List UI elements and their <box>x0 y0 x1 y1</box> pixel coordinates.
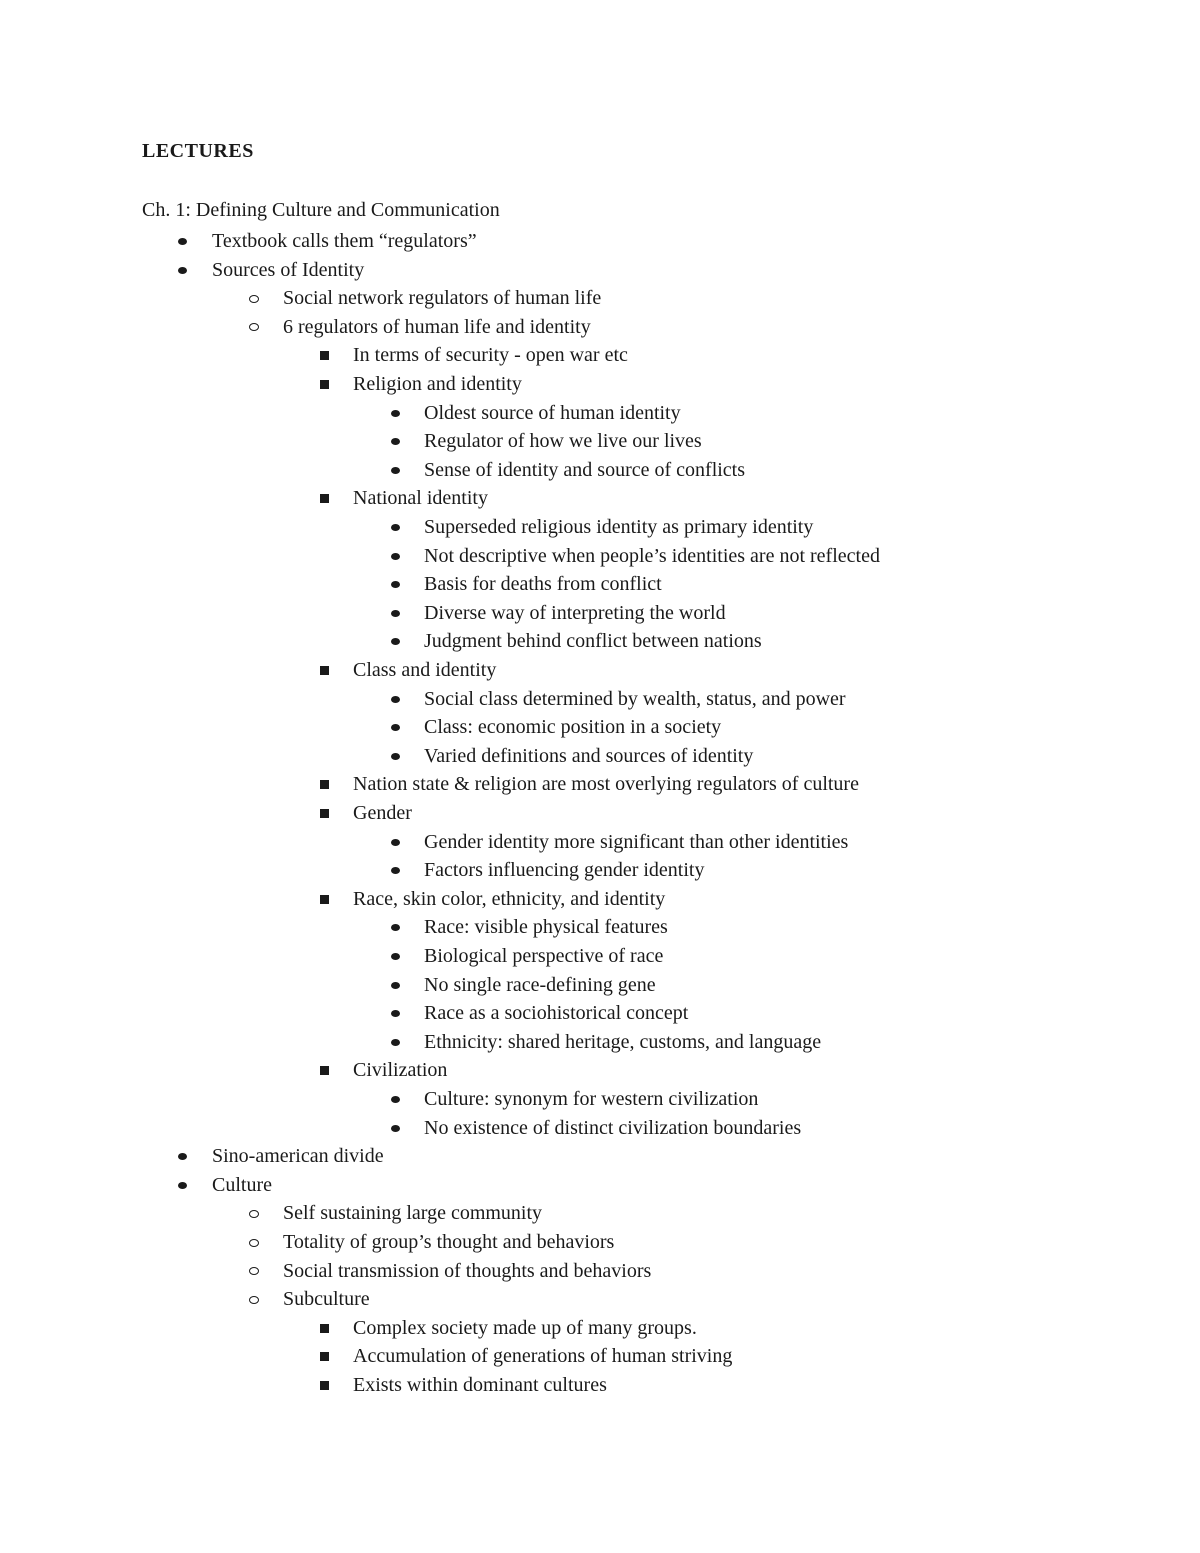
list-item-text: Class: economic position in a society <box>424 716 722 739</box>
list-item-text: In terms of security - open war etc <box>353 344 628 367</box>
disc-bullet-icon <box>391 524 400 531</box>
list-item-text: No existence of distinct civilization boundaries <box>424 1116 802 1139</box>
disc-bullet-icon <box>391 696 400 703</box>
list-item <box>0 856 1200 885</box>
disc-bullet-icon <box>391 1039 400 1046</box>
list-item-text: Sources of Identity <box>212 258 365 281</box>
disc-bullet-icon <box>391 1125 400 1132</box>
list-item <box>0 770 1200 799</box>
list-item-text: Religion and identity <box>353 373 522 395</box>
list-item-text: Civilization <box>353 1059 448 1082</box>
list-item-text: Superseded religious identity as primary identity <box>424 516 814 538</box>
disc-bullet-icon <box>391 753 400 760</box>
square-bullet-icon <box>320 1381 329 1390</box>
list-item <box>0 828 1200 857</box>
list-item-text: No single race-defining gene <box>424 973 656 996</box>
list-item-text: Nation state & religion are most overlying regulators of culture <box>353 773 859 796</box>
list-item-text: Culture <box>212 1173 272 1196</box>
list-item <box>0 885 1200 914</box>
square-bullet-icon <box>320 895 329 904</box>
list-item <box>0 456 1200 485</box>
square-bullet-icon <box>320 1066 329 1075</box>
list-item-text: Complex society made up of many groups. <box>353 1316 697 1339</box>
circle-bullet-icon <box>249 1296 259 1304</box>
list-item <box>0 627 1200 656</box>
list-item <box>0 713 1200 742</box>
list-item <box>0 1285 1200 1314</box>
circle-bullet-icon <box>249 1267 259 1275</box>
list-item-text: Oldest source of human identity <box>424 401 681 424</box>
disc-bullet-icon <box>391 839 400 846</box>
list-item <box>0 1056 1200 1085</box>
list-item-text: Varied definitions and sources of identity <box>424 744 754 767</box>
disc-bullet-icon <box>391 553 400 560</box>
list-item-text: Totality of group’s thought and behaviors <box>283 1231 615 1253</box>
list-item-text: Factors influencing gender identity <box>424 859 705 882</box>
square-bullet-icon <box>320 1324 329 1333</box>
circle-bullet-icon <box>249 1239 259 1247</box>
list-item <box>0 484 1200 513</box>
list-item-text: Diverse way of interpreting the world <box>424 601 726 624</box>
list-item <box>0 999 1200 1028</box>
list-item-text: Social network regulators of human life <box>283 287 602 310</box>
square-bullet-icon <box>320 666 329 675</box>
disc-bullet-icon <box>391 1096 400 1103</box>
list-item-text: Social class determined by wealth, status, and power <box>424 687 846 710</box>
list-item-text: 6 regulators of human life and identity <box>283 315 591 338</box>
list-item <box>0 1314 1200 1343</box>
square-bullet-icon <box>320 1352 329 1361</box>
disc-bullet-icon <box>391 410 400 417</box>
list-item <box>0 1085 1200 1114</box>
list-item <box>0 1257 1200 1286</box>
document-title: LECTURES <box>142 140 254 162</box>
list-item-text: Sino-american divide <box>212 1145 384 1168</box>
list-item <box>0 542 1200 571</box>
list-item-text: Basis for deaths from conflict <box>424 573 662 596</box>
list-item <box>0 256 1200 285</box>
square-bullet-icon <box>320 780 329 789</box>
list-item-text: Exists within dominant cultures <box>353 1374 607 1396</box>
list-item-text: Textbook calls them “regulators” <box>212 230 477 252</box>
list-item <box>0 284 1200 313</box>
list-item <box>0 570 1200 599</box>
disc-bullet-icon <box>391 638 400 645</box>
list-item <box>0 1342 1200 1371</box>
list-item-text: Race: visible physical features <box>424 916 668 939</box>
list-item <box>0 1371 1200 1400</box>
square-bullet-icon <box>320 380 329 389</box>
list-item <box>0 513 1200 542</box>
list-item-text: Ethnicity: shared heritage, customs, and language <box>424 1030 822 1053</box>
disc-bullet-icon <box>178 1153 187 1160</box>
list-item <box>0 1171 1200 1200</box>
list-item <box>0 1228 1200 1257</box>
list-item-text: Race as a sociohistorical concept <box>424 1002 689 1025</box>
list-item <box>0 971 1200 1000</box>
disc-bullet-icon <box>391 438 400 445</box>
square-bullet-icon <box>320 809 329 818</box>
list-item <box>0 599 1200 628</box>
list-item <box>0 942 1200 971</box>
list-item-text: Accumulation of generations of human striving <box>353 1345 733 1368</box>
list-item-text: Biological perspective of race <box>424 945 664 967</box>
circle-bullet-icon <box>249 323 259 331</box>
list-item <box>0 799 1200 828</box>
list-item-text: Social transmission of thoughts and behaviors <box>283 1259 652 1282</box>
circle-bullet-icon <box>249 295 259 303</box>
list-item-text: Sense of identity and source of conflicts <box>424 458 746 481</box>
list-item-text: Regulator of how we live our lives <box>424 430 702 453</box>
circle-bullet-icon <box>249 1210 259 1218</box>
list-item <box>0 913 1200 942</box>
disc-bullet-icon <box>391 467 400 474</box>
square-bullet-icon <box>320 494 329 503</box>
disc-bullet-icon <box>391 953 400 960</box>
disc-bullet-icon <box>391 610 400 617</box>
list-item-text: Class and identity <box>353 659 497 681</box>
disc-bullet-icon <box>391 867 400 874</box>
disc-bullet-icon <box>391 724 400 731</box>
list-item-text: Subculture <box>283 1288 370 1311</box>
list-item-text: Self sustaining large community <box>283 1202 543 1225</box>
disc-bullet-icon <box>178 267 187 274</box>
list-item-text: Gender identity more significant than other identities <box>424 830 849 853</box>
list-item <box>0 1142 1200 1171</box>
list-item <box>0 1114 1200 1143</box>
square-bullet-icon <box>320 351 329 360</box>
list-item <box>0 1199 1200 1228</box>
disc-bullet-icon <box>178 1182 187 1189</box>
chapter-heading: Ch. 1: Defining Culture and Communication <box>142 199 500 221</box>
disc-bullet-icon <box>391 982 400 989</box>
list-item <box>0 399 1200 428</box>
list-item-text: Race, skin color, ethnicity, and identity <box>353 887 666 910</box>
list-item <box>0 227 1200 256</box>
list-item-text: Culture: synonym for western civilization <box>424 1088 759 1110</box>
list-item-text: National identity <box>353 487 488 510</box>
list-item <box>0 341 1200 370</box>
disc-bullet-icon <box>391 581 400 588</box>
disc-bullet-icon <box>391 924 400 931</box>
list-item-text: Judgment behind conflict between nations <box>424 630 762 653</box>
list-item <box>0 427 1200 456</box>
list-item-text: Not descriptive when people’s identities are not reflected <box>424 544 880 567</box>
list-item <box>0 685 1200 714</box>
list-item <box>0 1028 1200 1057</box>
list-item <box>0 313 1200 342</box>
list-item <box>0 742 1200 771</box>
disc-bullet-icon <box>391 1010 400 1017</box>
disc-bullet-icon <box>178 238 187 245</box>
list-item <box>0 656 1200 685</box>
list-item <box>0 370 1200 399</box>
list-item-text: Gender <box>353 802 412 824</box>
